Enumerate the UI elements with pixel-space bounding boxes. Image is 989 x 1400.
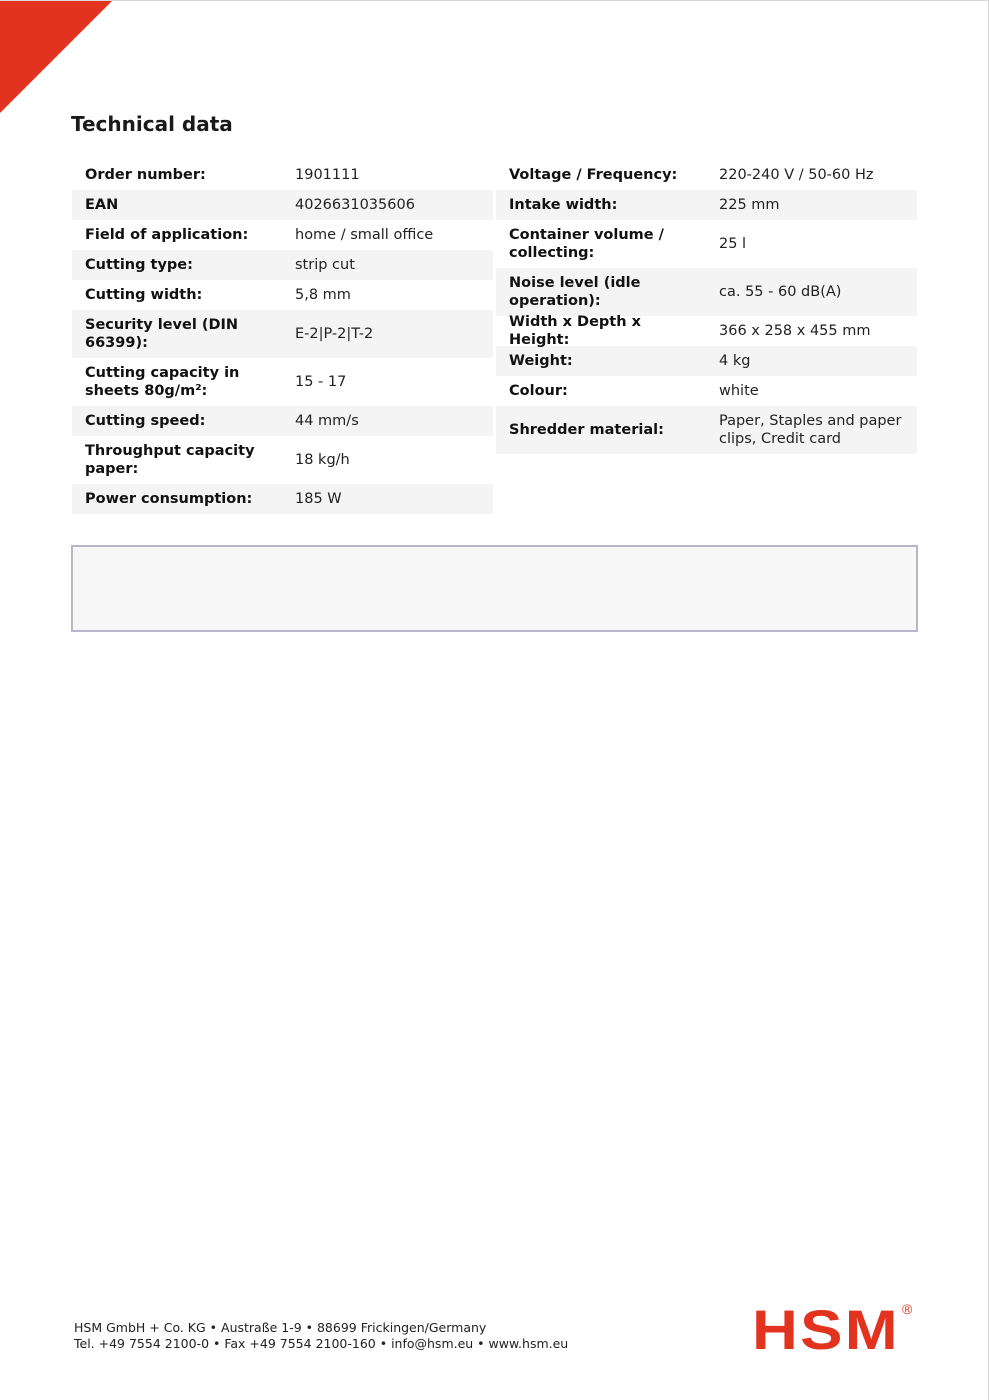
spec-row <box>72 358 493 406</box>
spec-value: 225 mm <box>719 197 780 213</box>
spec-row <box>496 160 917 190</box>
spec-value: 5,8 mm <box>295 287 351 303</box>
spec-label: Cutting width: <box>85 287 203 303</box>
spec-label: Power consumption: <box>85 491 253 507</box>
spec-row <box>72 250 493 280</box>
registered-mark: ® <box>902 1301 913 1317</box>
spec-value: ca. 55 - 60 dB(A) <box>719 284 842 300</box>
spec-label: Cutting capacity in sheets 80g/m²: <box>85 365 240 399</box>
spec-row <box>496 316 917 346</box>
spec-row <box>72 280 493 310</box>
spec-table-right <box>496 160 917 454</box>
spec-value: 1901111 <box>295 167 360 183</box>
spec-value: white <box>719 383 759 399</box>
spec-label: Container volume / collecting: <box>509 227 664 261</box>
spec-label: Weight: <box>509 353 573 369</box>
logo-wordmark: HSM <box>752 1300 900 1354</box>
spec-row <box>72 436 493 484</box>
spec-value: 4 kg <box>719 353 751 369</box>
page-title: Technical data <box>71 112 233 136</box>
spec-row <box>72 160 493 190</box>
footer-line-contact: Tel. +49 7554 2100-0 • Fax +49 7554 2100-160 • info@hsm.eu • www.hsm.eu <box>74 1335 569 1351</box>
spec-row <box>72 484 493 514</box>
spec-value: home / small office <box>295 227 434 243</box>
spec-row <box>496 376 917 406</box>
spec-value: 366 x 258 x 455 mm <box>719 323 871 339</box>
spec-label: Field of application: <box>85 227 249 243</box>
spec-row <box>496 346 917 376</box>
spec-label: Throughput capacity paper: <box>85 443 255 477</box>
spec-label: Intake width: <box>509 197 618 213</box>
footer-line-address: HSM GmbH + Co. KG • Austraße 1-9 • 88699 Frickingen/Germany <box>74 1320 487 1335</box>
spec-label: Voltage / Frequency: <box>509 167 678 183</box>
spec-label: Cutting type: <box>85 257 193 273</box>
spec-value: Paper, Staples and paper clips, Credit card <box>719 413 902 447</box>
spec-row <box>496 406 917 454</box>
spec-label: Colour: <box>509 383 568 399</box>
footer-address <box>74 1320 568 1351</box>
spec-label: Security level (DIN 66399): <box>85 317 239 351</box>
spec-value: 185 W <box>295 491 342 507</box>
spec-label: Width x Depth x Height: <box>509 314 641 348</box>
spec-row <box>496 268 917 316</box>
spec-row <box>72 190 493 220</box>
spec-row <box>72 310 493 358</box>
spec-row <box>496 190 917 220</box>
spec-value: strip cut <box>295 257 355 273</box>
spec-value: 4026631035606 <box>295 197 415 213</box>
spec-value: 18 kg/h <box>295 452 350 468</box>
spec-row <box>496 220 917 268</box>
spec-label: Order number: <box>85 167 206 183</box>
spec-table-left <box>72 160 493 514</box>
spec-label: Cutting speed: <box>85 413 206 429</box>
spec-value: 220-240 V / 50-60 Hz <box>719 167 874 183</box>
spec-label: Shredder material: <box>509 422 664 438</box>
spec-label: Noise level (idle operation): <box>509 275 641 309</box>
spec-label: EAN <box>85 197 119 213</box>
spec-value: E-2|P-2|T-2 <box>295 326 374 342</box>
hsm-logo <box>752 1300 916 1354</box>
notes-box <box>71 545 918 632</box>
spec-row <box>72 220 493 250</box>
spec-value: 44 mm/s <box>295 413 359 429</box>
spec-value: 15 - 17 <box>295 374 347 390</box>
corner-accent <box>0 1 112 113</box>
spec-row <box>72 406 493 436</box>
spec-value: 25 l <box>719 236 747 252</box>
